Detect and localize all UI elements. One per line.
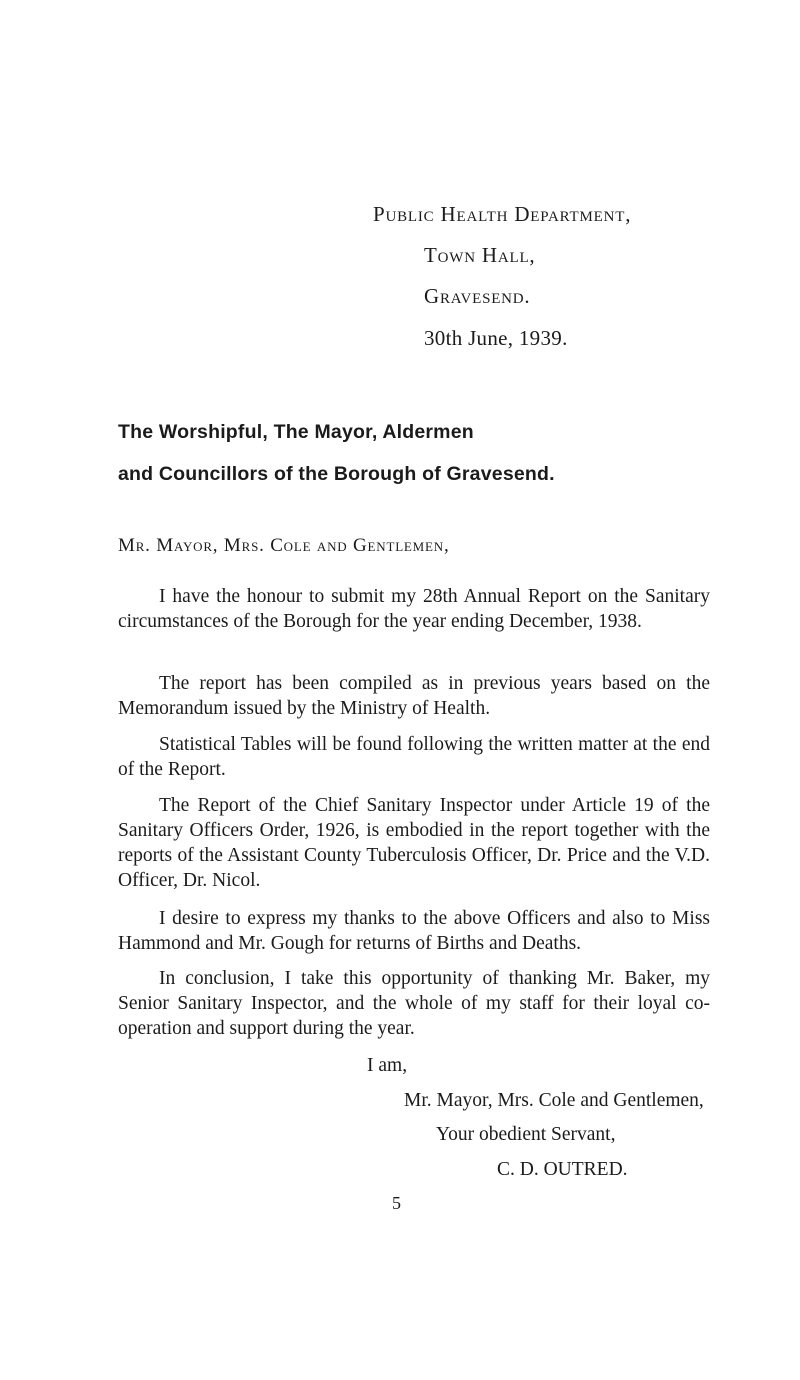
closing-address-line: Mr. Mayor, Mrs. Cole and Gentlemen, [404,1090,704,1111]
paragraph-report-compilation: The report has been compiled as in previous years based on the Memorandum issued by the Ministry of Health. [118,673,710,719]
paragraph-statistical-tables: Statistical Tables will be found following the written matter at the end of the Report. [118,734,710,780]
paragraph-conclusion: In conclusion, I take this opportunity of thanking Mr. Baker, my Senior Sanitary Inspector, and the whole of my staff for their loyal co-operation and support during the year. [118,968,710,1039]
closing-i-am: I am, [367,1055,408,1076]
addressee-line-1: The Worshipful, The Mayor, Aldermen [118,421,474,443]
closing-servant-line: Your obedient Servant, [436,1124,616,1145]
paragraph-report-submission: I have the honour to submit my 28th Annual Report on the Sanitary circumstances of the Borough for the year ending December, 1938. [118,586,710,632]
letter-date: 30th June, 1939. [424,326,568,350]
addressee-line-2: and Councillors of the Borough of Gravesend. [118,463,555,485]
salutation: Mr. Mayor, Mrs. Cole and Gentlemen, [118,535,450,556]
page-number: 5 [392,1193,401,1213]
paragraph-sanitary-inspector: The Report of the Chief Sanitary Inspector under Article 19 of the Sanitary Officers Order, 1926, is embodied in the report together with the reports of the Assistant County Tuberculosis Officer, Dr. Price and the V.D. Officer, Dr. Nicol. [118,795,710,891]
building-line: Town Hall, [424,243,536,267]
paragraph-thanks-officers: I desire to express my thanks to the above Officers and also to Miss Hammond and Mr. Gough for returns of Births and Deaths. [118,908,710,954]
department-line: Public Health Department, [373,202,632,226]
signature: C. D. OUTRED. [497,1159,628,1180]
town-line: Gravesend. [424,284,531,308]
